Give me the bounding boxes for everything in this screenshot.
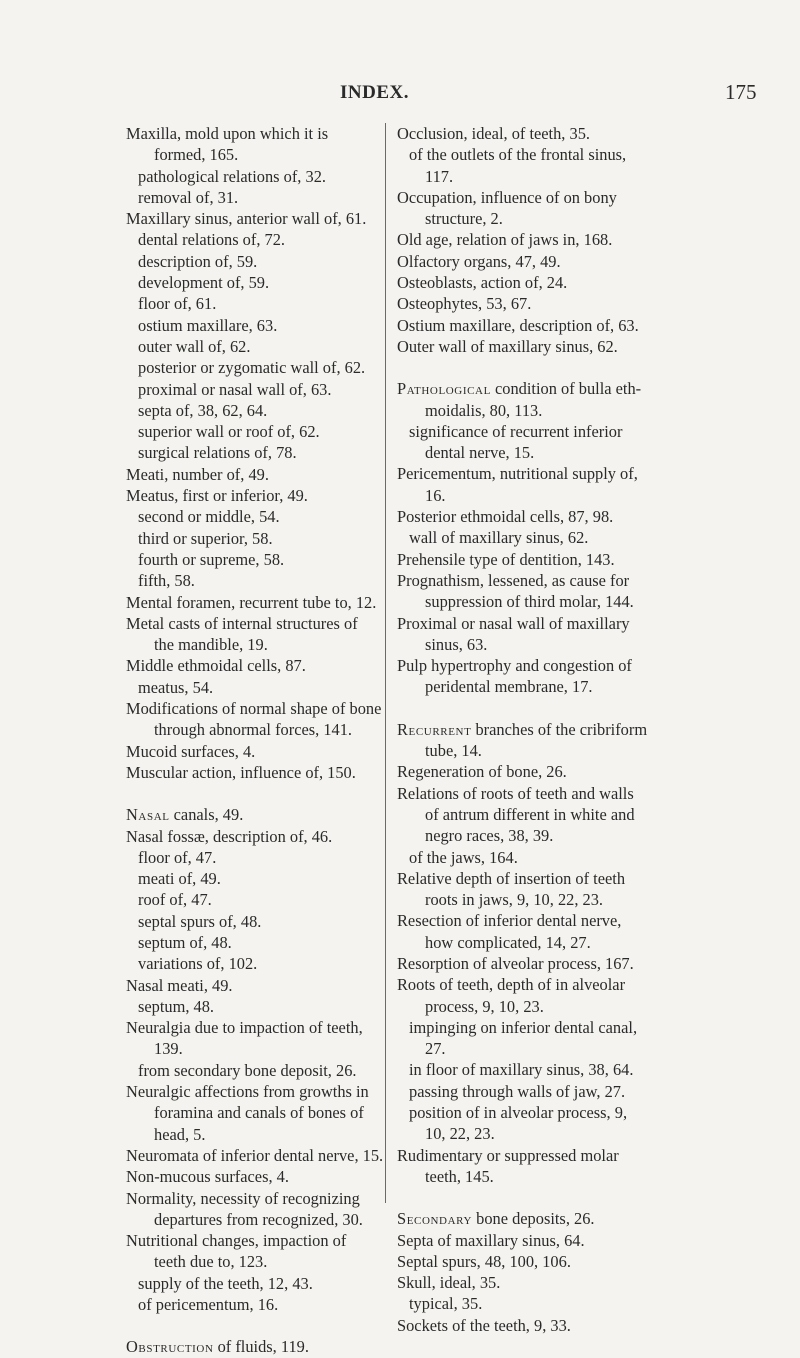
section-gap (397, 698, 675, 719)
entry-text: suppression of third molar, 144. (425, 592, 634, 612)
index-continuation (397, 889, 675, 910)
entry-text: in floor of maxillary sinus, 38, 64. (409, 1060, 634, 1080)
section-gap (397, 357, 675, 378)
index-subentry (126, 953, 374, 974)
index-subentry (126, 506, 374, 527)
entry-text: Sockets of the teeth, 9, 33. (397, 1315, 571, 1335)
entry-text: Posterior ethmoidal cells, 87, 98. (397, 507, 614, 527)
page-number: 175 (725, 80, 757, 104)
entry-text: Regeneration of bone, 26. (397, 762, 567, 782)
entry-text: septum, 48. (138, 996, 215, 1016)
entry-text: of the outlets of the frontal sinus, (409, 145, 627, 165)
entry-text: condition of bulla eth- (490, 379, 642, 399)
index-entry (397, 378, 675, 399)
index-subentry (397, 847, 675, 868)
index-continuation (397, 804, 675, 825)
index-subentry (126, 911, 374, 932)
index-subentry (126, 932, 374, 953)
index-continuation (126, 634, 374, 655)
entry-text: description of, 59. (138, 251, 258, 271)
entry-text: removal of, 31. (138, 187, 239, 207)
index-subentry (397, 1102, 675, 1123)
section-gap (126, 1315, 374, 1336)
entry-text: Nasal meati, 49. (126, 975, 233, 995)
index-entry (397, 719, 675, 740)
entry-text: Roots of teeth, depth of in alveolar (397, 975, 626, 995)
index-continuation (397, 485, 675, 506)
index-continuation (397, 1038, 675, 1059)
entry-text: from secondary bone deposit, 26. (138, 1060, 357, 1080)
entry-text: bone deposits, 26. (472, 1209, 595, 1229)
entry-text: Rudimentary or suppressed molar (397, 1145, 619, 1165)
section-lead-word: Pathological (397, 379, 491, 399)
entry-text: Osteophytes, 53, 67. (397, 294, 532, 314)
entry-text: of pericementum, 16. (138, 1295, 279, 1315)
entry-text: Metal casts of internal structures of (126, 613, 358, 633)
index-entry (126, 741, 374, 762)
entry-text: Skull, ideal, 35. (397, 1273, 501, 1293)
entry-text: Mental foramen, recurrent tube to, 12. (126, 592, 377, 612)
entry-text: Resection of inferior dental nerve, (397, 911, 622, 931)
entry-text: Pulp hypertrophy and congestion of (397, 656, 632, 676)
index-entry (126, 826, 374, 847)
index-entry (126, 655, 374, 676)
index-entry (397, 974, 675, 995)
index-entry (397, 655, 675, 676)
entry-text: position of in alveolar process, 9, (409, 1103, 628, 1123)
index-entry (126, 975, 374, 996)
index-subentry (126, 251, 374, 272)
section-lead-word: Secondary (397, 1209, 473, 1229)
entry-text: Resorption of alveolar process, 167. (397, 953, 634, 973)
entry-text: Osteoblasts, action of, 24. (397, 273, 568, 293)
entry-text: Non-mucous surfaces, 4. (126, 1167, 289, 1187)
index-subentry (126, 293, 374, 314)
entry-text: Meati, number of, 49. (126, 464, 269, 484)
index-entry (126, 208, 374, 229)
entry-text: Old age, relation of jaws in, 168. (397, 230, 613, 250)
index-subentry (126, 549, 374, 570)
index-entry (397, 463, 675, 484)
index-subentry (397, 527, 675, 548)
index-subentry (126, 442, 374, 463)
index-subentry (397, 1081, 675, 1102)
entry-text: superior wall or roof of, 62. (138, 422, 320, 442)
entry-text: outer wall of, 62. (138, 336, 251, 356)
index-entry (126, 613, 374, 634)
entry-text: departures from recognized, 30. (154, 1209, 363, 1229)
section-lead-word: Recurrent (397, 719, 472, 739)
index-entry (126, 762, 374, 783)
index-entry (397, 272, 675, 293)
index-subentry (126, 166, 374, 187)
index-subentry (126, 1273, 374, 1294)
entry-text: tube, 14. (425, 741, 482, 761)
entry-text: 10, 22, 23. (425, 1124, 495, 1144)
index-entry (397, 1315, 675, 1336)
entry-text: Meatus, first or inferior, 49. (126, 486, 308, 506)
index-subentry (126, 187, 374, 208)
index-subentry (126, 677, 374, 698)
entry-text: Relative depth of insertion of teeth (397, 868, 626, 888)
index-subentry (397, 1293, 675, 1314)
index-entry (397, 613, 675, 634)
entry-text: roof of, 47. (138, 890, 212, 910)
page-title: INDEX. (340, 82, 409, 103)
index-entry (397, 1208, 675, 1229)
entry-text: Prehensile type of dentition, 143. (397, 549, 615, 569)
column-divider (385, 123, 386, 1203)
index-entry (126, 1188, 374, 1209)
index-continuation (397, 166, 675, 187)
index-entry (397, 1230, 675, 1251)
entry-text: the mandible, 19. (154, 635, 268, 655)
index-entry (397, 123, 675, 144)
index-entry (397, 315, 675, 336)
entry-text: Ostium maxillare, description of, 63. (397, 315, 639, 335)
index-continuation (126, 1251, 374, 1272)
index-entry (397, 1145, 675, 1166)
index-subentry (126, 868, 374, 889)
entry-text: meatus, 54. (138, 677, 214, 697)
entry-text: development of, 59. (138, 273, 270, 293)
index-entry (397, 868, 675, 889)
entry-text: pathological relations of, 32. (138, 166, 326, 186)
entry-text: Septal spurs, 48, 100, 106. (397, 1251, 571, 1271)
index-continuation (397, 740, 675, 761)
index-entry (397, 910, 675, 931)
entry-text: 27. (425, 1039, 446, 1059)
index-continuation (397, 676, 675, 697)
entry-text: ostium maxillare, 63. (138, 315, 278, 335)
index-subentry (397, 421, 675, 442)
entry-text: teeth due to, 123. (154, 1252, 268, 1272)
entry-text: Maxilla, mold upon which it is (126, 124, 329, 143)
index-entry (126, 1017, 374, 1038)
index-entry (397, 761, 675, 782)
index-entry (126, 123, 374, 144)
entry-text: wall of maxillary sinus, 62. (409, 528, 589, 548)
index-entry (126, 1166, 374, 1187)
entry-text: surgical relations of, 78. (138, 443, 297, 463)
entry-text: sinus, 63. (425, 634, 488, 654)
index-entry (126, 592, 377, 613)
entry-text: 117. (425, 166, 454, 186)
entry-text: Nasal fossæ, description of, 46. (126, 826, 333, 846)
index-entry (397, 1272, 675, 1293)
entry-text: meati of, 49. (138, 869, 221, 889)
index-continuation (397, 400, 675, 421)
index-subentry (126, 1060, 374, 1081)
entry-text: impinging on inferior dental canal, (409, 1017, 638, 1037)
entry-text: floor of, 47. (138, 847, 217, 867)
entry-text: Maxillary sinus, anterior wall of, 61. (126, 209, 367, 229)
entry-text: peridental membrane, 17. (425, 677, 593, 697)
index-subentry (126, 528, 374, 549)
entry-text: structure, 2. (425, 209, 503, 229)
entry-text: formed, 165. (154, 145, 239, 165)
index-continuation (126, 1209, 374, 1230)
index-subentry (126, 570, 374, 591)
entry-text: 16. (425, 485, 446, 505)
entry-text: Septa of maxillary sinus, 64. (397, 1230, 585, 1250)
entry-text: fourth or supreme, 58. (138, 549, 285, 569)
entry-text: of the jaws, 164. (409, 847, 518, 867)
index-continuation (397, 208, 675, 229)
index-continuation (126, 719, 374, 740)
index-column-right (397, 123, 675, 1336)
index-subentry (126, 315, 374, 336)
index-continuation (397, 825, 675, 846)
index-entry (397, 1251, 675, 1272)
section-lead-word: Nasal (126, 805, 170, 825)
entry-text: proximal or nasal wall of, 63. (138, 379, 332, 399)
index-subentry (126, 421, 374, 442)
entry-text: moidalis, 80, 113. (425, 400, 543, 420)
entry-text: canals, 49. (169, 805, 244, 825)
index-continuation (397, 591, 675, 612)
entry-text: significance of recurrent inferior (409, 421, 623, 441)
entry-text: Modifications of normal shape of bone (126, 699, 382, 719)
index-entry (126, 485, 374, 506)
index-entry (397, 570, 675, 591)
entry-text: how complicated, 14, 27. (425, 932, 591, 952)
entry-text: Olfactory organs, 47, 49. (397, 251, 561, 271)
index-continuation (397, 1166, 675, 1187)
index-entry (397, 293, 675, 314)
entry-text: of antrum different in white and (425, 804, 635, 824)
entry-text: dental relations of, 72. (138, 230, 286, 250)
entry-text: Normality, necessity of recognizing (126, 1188, 360, 1208)
index-subentry (126, 229, 374, 250)
entry-text: Relations of roots of teeth and walls (397, 783, 634, 803)
index-entry (397, 783, 675, 804)
entry-text: Nutritional changes, impaction of (126, 1231, 347, 1251)
entry-text: Prognathism, lessened, as cause for (397, 570, 630, 590)
index-entry (397, 187, 675, 208)
section-gap (397, 1187, 675, 1208)
entry-text: foramina and canals of bones of (154, 1103, 364, 1123)
entry-text: variations of, 102. (138, 954, 258, 974)
entry-text: Occupation, influence of on bony (397, 187, 617, 207)
index-entry (397, 229, 675, 250)
entry-text: Occlusion, ideal, of teeth, 35. (397, 124, 590, 143)
entry-text: dental nerve, 15. (425, 443, 535, 463)
entry-text: teeth, 145. (425, 1166, 494, 1186)
section-lead-word: Obstruction (126, 1337, 214, 1357)
entry-text: Middle ethmoidal cells, 87. (126, 656, 306, 676)
index-subentry (126, 336, 374, 357)
entry-text: typical, 35. (409, 1294, 483, 1314)
index-entry (397, 336, 675, 357)
entry-text: second or middle, 54. (138, 507, 280, 527)
entry-text: Muscular action, influence of, 150. (126, 762, 356, 782)
index-entry (126, 1081, 374, 1102)
index-subentry (126, 272, 374, 293)
index-subentry (126, 400, 374, 421)
entry-text: supply of the teeth, 12, 43. (138, 1273, 313, 1293)
index-column-left (126, 123, 384, 1358)
entry-text: posterior or zygomatic wall of, 62. (138, 358, 366, 378)
index-subentry (126, 379, 374, 400)
entry-text: of fluids, 119. (213, 1337, 309, 1357)
index-continuation (397, 634, 675, 655)
index-subentry (397, 1059, 675, 1080)
entry-text: third or superior, 58. (138, 528, 273, 548)
index-continuation (397, 1123, 675, 1144)
index-continuation (126, 1038, 374, 1059)
index-continuation (397, 996, 675, 1017)
entry-text: Neuralgic affections from growths in (126, 1082, 369, 1102)
entry-text: septum of, 48. (138, 932, 232, 952)
entry-text: passing through walls of jaw, 27. (409, 1081, 626, 1101)
index-entry (397, 549, 675, 570)
index-continuation (126, 1102, 374, 1123)
entry-text: head, 5. (154, 1124, 206, 1144)
index-subentry (126, 357, 374, 378)
index-continuation (126, 144, 374, 165)
index-subentry (126, 889, 374, 910)
entry-text: Outer wall of maxillary sinus, 62. (397, 336, 618, 356)
entry-text: Neuromata of inferior dental nerve, 15. (126, 1145, 384, 1165)
index-continuation (397, 442, 675, 463)
index-entry (126, 1145, 384, 1166)
index-subentry (397, 144, 675, 165)
index-entry (126, 1230, 374, 1251)
index-continuation (397, 932, 675, 953)
index-entry (126, 698, 382, 719)
index-entry (126, 804, 374, 825)
index-entry (397, 506, 675, 527)
entry-text: process, 9, 10, 23. (425, 996, 544, 1016)
index-subentry (126, 996, 374, 1017)
entry-text: through abnormal forces, 141. (154, 720, 353, 740)
page-header (0, 82, 800, 112)
index-subentry (126, 847, 374, 868)
entry-text: septa of, 38, 62, 64. (138, 400, 268, 420)
entry-text: septal spurs of, 48. (138, 911, 262, 931)
entry-text: Proximal or nasal wall of maxillary (397, 613, 630, 633)
entry-text: roots in jaws, 9, 10, 22, 23. (425, 890, 604, 910)
entry-text: Mucoid surfaces, 4. (126, 741, 256, 761)
index-entry (397, 953, 675, 974)
entry-text: negro races, 38, 39. (425, 826, 554, 846)
entry-text: fifth, 58. (138, 571, 195, 591)
entry-text: floor of, 61. (138, 294, 217, 314)
index-entry (126, 1336, 374, 1357)
section-gap (126, 783, 374, 804)
index-subentry (126, 1294, 374, 1315)
entry-text: Pericementum, nutritional supply of, (397, 464, 638, 484)
entry-text: Neuralgia due to impaction of teeth, (126, 1018, 363, 1038)
entry-text: branches of the cribriform (471, 719, 648, 739)
entry-text: 139. (154, 1039, 183, 1059)
index-entry (126, 464, 374, 485)
index-continuation (126, 1124, 374, 1145)
index-entry (397, 251, 675, 272)
index-subentry (397, 1017, 675, 1038)
